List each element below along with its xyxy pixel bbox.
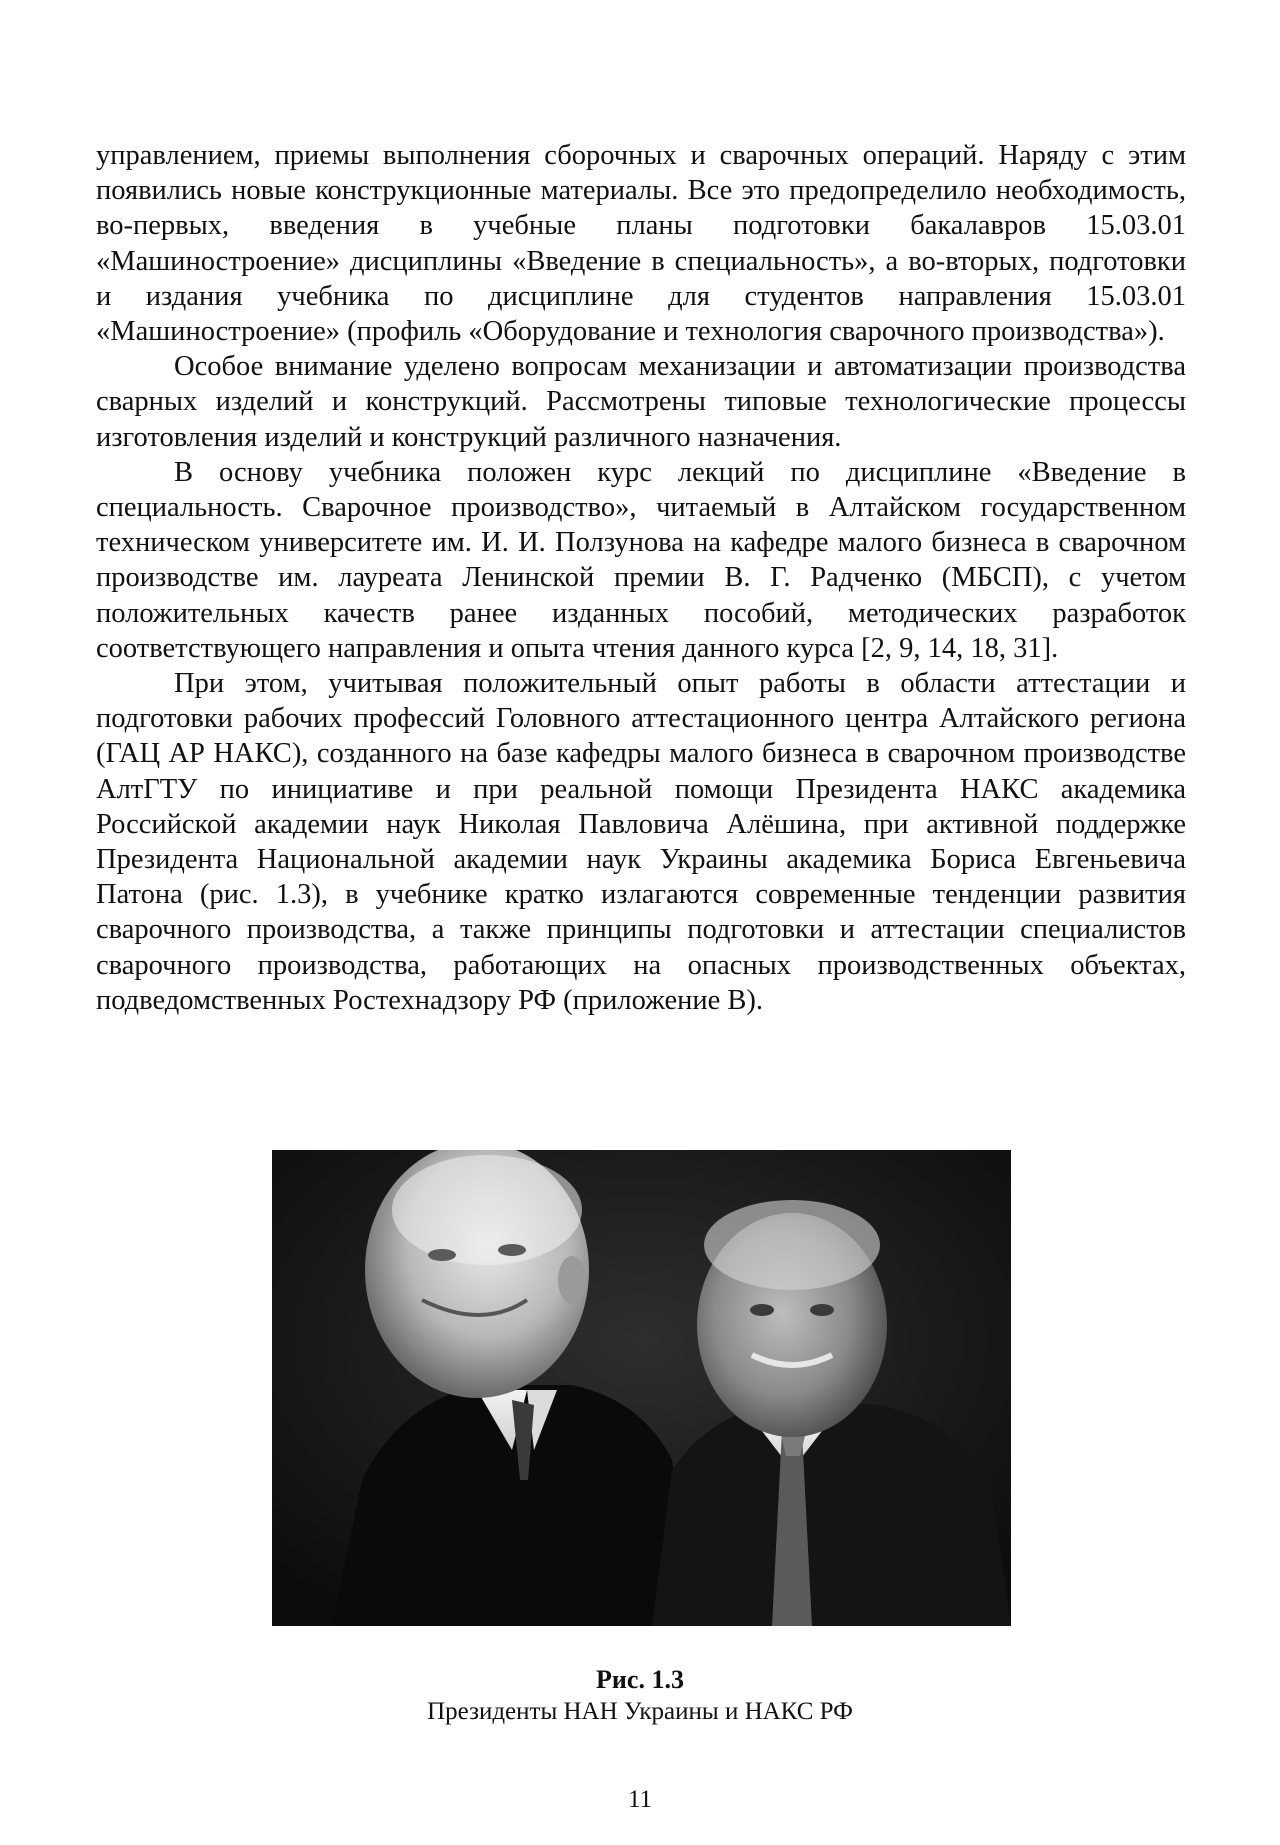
figure-label: Рис. 1.3 [596, 1665, 684, 1694]
paragraph-1: управлением, приемы выполнения сборочных и сварочных операций. Наряду с этим появились новые конструкционные материалы. Все это предопределило необходимость, во-первых, введения в учебные планы подготовки бакалавров 15.03.01 «Машиностроение» дисциплины «Введение в специальность», а во-вторых, подготовки и издания учебника по дисциплине для студентов направления 15.03.01 «Машиностроение» (профиль «Оборудование и технология сварочного производства»). [96, 140, 1186, 348]
body-text [96, 138, 1186, 1018]
page-number: 11 [627, 1786, 653, 1813]
paragraph-4: При этом, учитывая положительный опыт работы в области аттестации и подготовки рабочих профессий Головного аттестационного центра Алтайского региона (ГАЦ АР НАКС), созданного на базе кафедры малого бизнеса в сварочном производстве АлтГТУ по инициативе и при реальной помощи Президента НАКС академика Российской академии наук Николая Павловича Алёшина, при активной поддержке Президента Национальной академии наук Украины академика Бориса Евгеньевича Патона (рис. 1.3), в учебнике кратко излагаются современные тенденции развития сварочного производства, а также принципы подготовки и аттестации специалистов сварочного производства, работающих на опасных производственных объектах, подведомственных Ростехнадзору РФ (приложение В). [96, 668, 1186, 1016]
figure-caption: Президенты НАН Украины и НАКС РФ [427, 1698, 853, 1725]
paragraph-3: В основу учебника положен курс лекций по дисциплине «Введение в специальность. Сварочное производство», читаемый в Алтайском государственном техническом университете им. И. И. Ползунова на кафедре малого бизнеса в сварочном производстве им. лауреата Ленинской премии В. Г. Радченко (МБСП), с учетом положительных качеств ранее изданных пособий, методических разработок соответствующего направления и опыта чтения данного курса [2, 9, 14, 18, 31]. [96, 456, 1186, 664]
figure-photo [272, 1150, 1011, 1626]
photo-two-men [272, 1150, 1011, 1626]
paragraph-2: Особое внимание уделено вопросам механизации и автоматизации производства сварных изделий и конструкций. Рассмотрены типовые технологические процессы изготовления изделий и конструкций различного назначения. [96, 351, 1186, 453]
